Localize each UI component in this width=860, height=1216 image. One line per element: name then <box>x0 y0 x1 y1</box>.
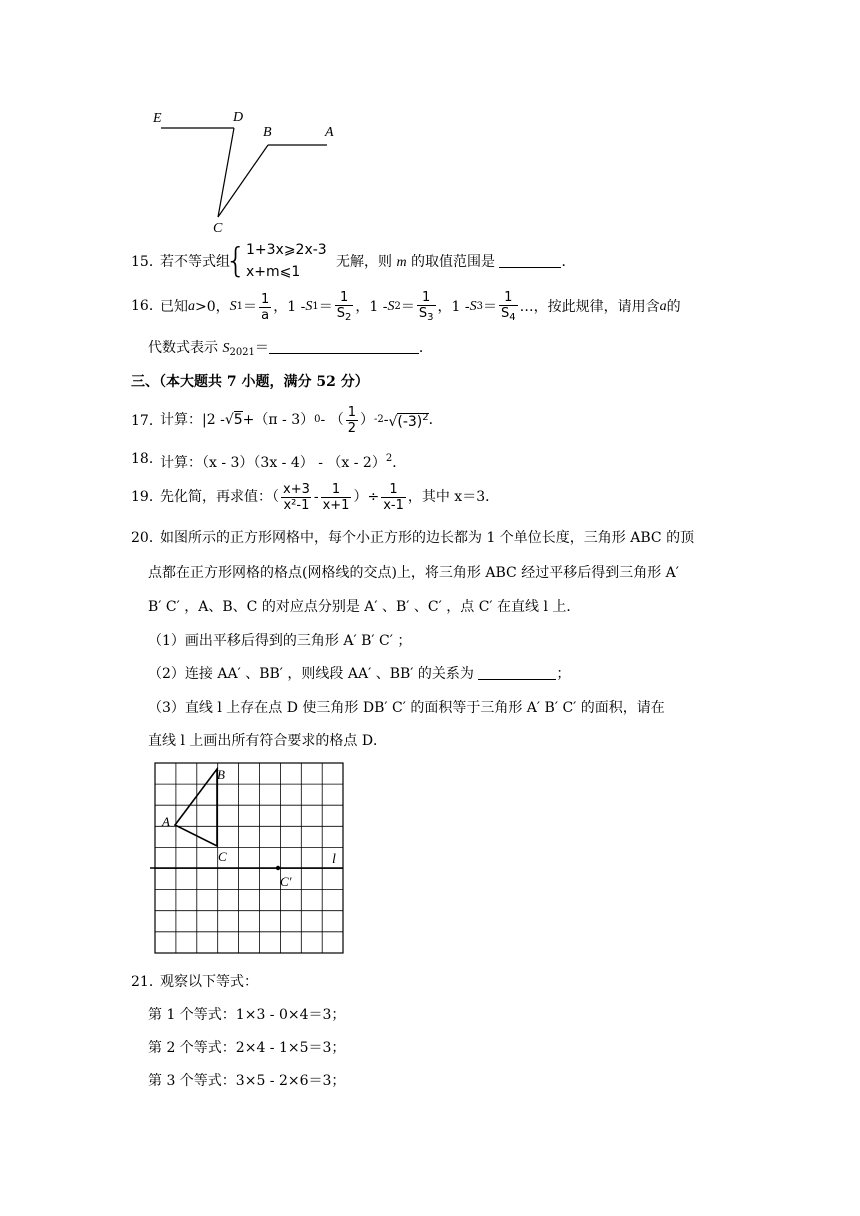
q16-frac2-num: 1 <box>339 289 349 305</box>
grid-label-B: B <box>217 767 225 782</box>
q20-sub3-line1: （3）直线 l 上存在点 D 使三角形 DB′ C′ 的面积等于三角形 A′ B′ C′ 的面积，请在 <box>148 700 665 716</box>
q16-tail: 的 <box>666 299 681 315</box>
q16-frac4-num: 1 <box>504 289 513 305</box>
q17-part3: - （ <box>320 412 344 428</box>
q16-line2: 代数式表示 $S_{2021}=$ ． <box>148 340 433 358</box>
q16-comma-2: ，1 - <box>355 299 388 315</box>
q19-f3-num: 1 <box>389 481 398 497</box>
q16-eq-3: ＝ <box>400 299 415 315</box>
q19-f1-num: x+3 <box>283 481 310 497</box>
q17-expression <box>160 400 443 440</box>
q16-frac-1-over-S2 <box>335 290 354 325</box>
q15-brace: { <box>225 241 247 281</box>
q20-sub2 <box>148 664 570 684</box>
q16-gt0: >0， <box>195 299 230 315</box>
q15-before: 若不等式组 <box>160 254 230 270</box>
q20-line1: 如图所示的正方形网格中，每个小正方形的边长都为 1 个单位长度，三角形 ABC 的顶 <box>160 530 695 546</box>
q16-frac4-den: $S_4$ <box>500 305 516 323</box>
q17-part4: ） <box>359 412 374 428</box>
q20-number: 20． <box>131 530 163 546</box>
q16-S2021-sub: 2021 <box>229 347 255 358</box>
q18-expression <box>160 449 406 473</box>
q16-frac-1-over-S3 <box>417 290 436 325</box>
q17-end: ． <box>428 412 443 428</box>
q15-after-2: 的取值范围是 <box>411 254 496 270</box>
q16-frac3-num: 1 <box>422 289 431 305</box>
grid-label-C-prime: C′ <box>280 874 292 889</box>
q19-number: 19． <box>131 489 163 505</box>
label-C: C <box>213 221 223 235</box>
q19-tail: ，其中 x＝3． <box>407 489 500 505</box>
grid-lines <box>155 763 343 953</box>
q17-label: 计算：|2 - <box>160 412 225 428</box>
q19-frac3 <box>381 482 406 513</box>
label-A: A <box>325 125 334 140</box>
q19-div: ）÷ <box>353 489 380 505</box>
q16-var-a: a <box>188 299 195 314</box>
q16-frac-1-over-a <box>259 292 271 323</box>
q16-S1-sub: 1 <box>236 301 244 312</box>
q17-number: 17． <box>131 413 163 429</box>
q15-var-m: m <box>396 255 407 270</box>
q16-S4-sub: 4 <box>509 311 516 323</box>
q19-f3-den: x-1 <box>383 497 404 513</box>
q16-number: 16． <box>131 298 163 314</box>
q18-end: ． <box>392 455 407 471</box>
grid-figure <box>150 762 350 958</box>
q17-half-den: 2 <box>347 420 356 436</box>
q21-number: 21． <box>131 974 163 990</box>
q20-sub2-text: （2）连接 AA′ 、BB′ ，则线段 AA′ 、BB′ 的关系为 <box>148 666 474 682</box>
q16-S2-sub: 2 <box>345 311 352 323</box>
q17-sqrt5-body: 5 <box>233 412 243 428</box>
q17-sqrt-sup: 2 <box>422 412 429 423</box>
q17-part2: +（π - 3） <box>242 412 315 428</box>
q17-sqrt-neg3sq: $√(-3)^2$ <box>388 412 429 430</box>
q19-frac2 <box>321 482 352 513</box>
q16-frac1-den: a <box>261 307 270 323</box>
q16-line1: 已知 a >0， S 1 ＝ $\frac{1}{a}$ ，1 - S 1 ＝ $\frac{1}{S_2}$ ，1 - S 2 ＝ $\frac{1}{S_3}$ ，1 - S 3 ＝ $\frac{1}{S_4}$ …，按此规律，请用含 a 的 <box>160 289 681 323</box>
q21-eq1: 第 1 个等式：1×3 - 0×4＝3； <box>148 1007 346 1023</box>
section3-title: 三、（本大题共 7 小题，满分 52 分） <box>131 374 369 390</box>
q19-minus: - <box>313 489 319 505</box>
q19-f2-den: x+1 <box>322 497 350 513</box>
q16-line2-text: 代数式表示 <box>148 340 218 356</box>
q17-sqrt5: √5 <box>224 412 243 428</box>
grid-label-l: l <box>332 852 336 867</box>
q16-eq-2: ＝ <box>318 299 333 315</box>
q16-period: ． <box>418 340 433 356</box>
segment-CB <box>218 145 268 217</box>
grid-label-A: A <box>162 814 170 829</box>
q19-expression <box>160 477 499 517</box>
q15-ineq1: 1+3x⩾2x-3 <box>246 242 327 258</box>
q17-frac-half <box>346 405 358 436</box>
q19-f2-num: 1 <box>331 481 341 497</box>
q16-part1: 已知 <box>160 299 188 315</box>
q20-sub1: （1）画出平移后得到的三角形 A′ B′ C′ ； <box>148 633 412 649</box>
segment-DC <box>218 128 234 217</box>
q16-frac1-num: 1 <box>261 291 270 307</box>
q16-line2-eq: ＝ <box>254 340 269 356</box>
q19-frac1 <box>281 482 312 513</box>
q20-line3: B′ C′ ，A、B、C 的对应点分别是 A′ 、B′ 、C′ ，点 C′ 在直线 l 上． <box>148 599 581 615</box>
q15-ineq2: x+m⩽1 <box>246 264 301 280</box>
label-D: D <box>233 110 244 125</box>
q19-label: 先化简，再求值：（ <box>160 489 279 505</box>
grid-label-C: C <box>218 849 227 864</box>
q15-number: 15． <box>131 254 163 270</box>
q16-answer-blank[interactable] <box>269 339 419 354</box>
q16-S3-sub: 3 <box>427 311 434 323</box>
q16-comma-1: ，1 - <box>273 299 306 315</box>
q21-eq3: 第 3 个等式：3×5 - 2×6＝3； <box>148 1073 346 1089</box>
q16-frac3-den: $S_3$ <box>418 305 434 323</box>
q16-eq-4: ＝ <box>482 299 497 315</box>
q15-after-1: 无解，则 <box>336 254 392 270</box>
triangle-ABC <box>175 769 217 846</box>
q21-intro: 观察以下等式： <box>160 974 258 990</box>
q16-frac2-den: $S_2$ <box>336 305 352 323</box>
q17-sup0: 0 <box>314 414 321 425</box>
angle-figure <box>145 105 345 235</box>
q16-comma-3: ，1 - <box>437 299 470 315</box>
q16-frac-1-over-S4 <box>499 290 518 325</box>
q16-S1: S <box>229 299 237 314</box>
q15-answer-blank[interactable] <box>499 253 561 268</box>
q17-part5: - <box>383 412 389 428</box>
q17-sqrt-body: (-3) <box>397 414 423 430</box>
q20-sub2-answer-blank[interactable] <box>478 665 556 680</box>
q18-sup: 2 <box>385 453 393 464</box>
q17-sup-neg2: -2 <box>373 414 384 425</box>
label-B: B <box>263 125 272 140</box>
q16-eq: ＝ <box>243 299 258 315</box>
q16-var-a-2: a <box>659 299 667 314</box>
q20-sub3-line2: 直线 l 上画出所有符合要求的格点 D． <box>148 733 388 749</box>
q21-eq2: 第 2 个等式：2×4 - 1×5＝3； <box>148 1040 346 1056</box>
q16-dots: …，按此规律，请用含 <box>519 299 660 315</box>
q20-sub2-end: ； <box>556 666 571 682</box>
q15-end: ． <box>561 254 576 270</box>
q17-half-num: 1 <box>347 404 356 420</box>
label-E: E <box>153 111 162 126</box>
q18-text: 计算：（x - 3）（3x - 4） - （x - 2） <box>160 455 386 471</box>
grid-border <box>155 763 343 953</box>
q20-line2: 点都在正方形网格的格点(网格线的交点)上，将三角形 ABC 经过平移后得到三角形 A′ <box>148 565 679 581</box>
q19-f1-den: x²-1 <box>283 497 310 513</box>
q15-after <box>336 252 575 273</box>
point-C-prime <box>276 866 280 870</box>
q18-number: 18． <box>131 451 163 467</box>
